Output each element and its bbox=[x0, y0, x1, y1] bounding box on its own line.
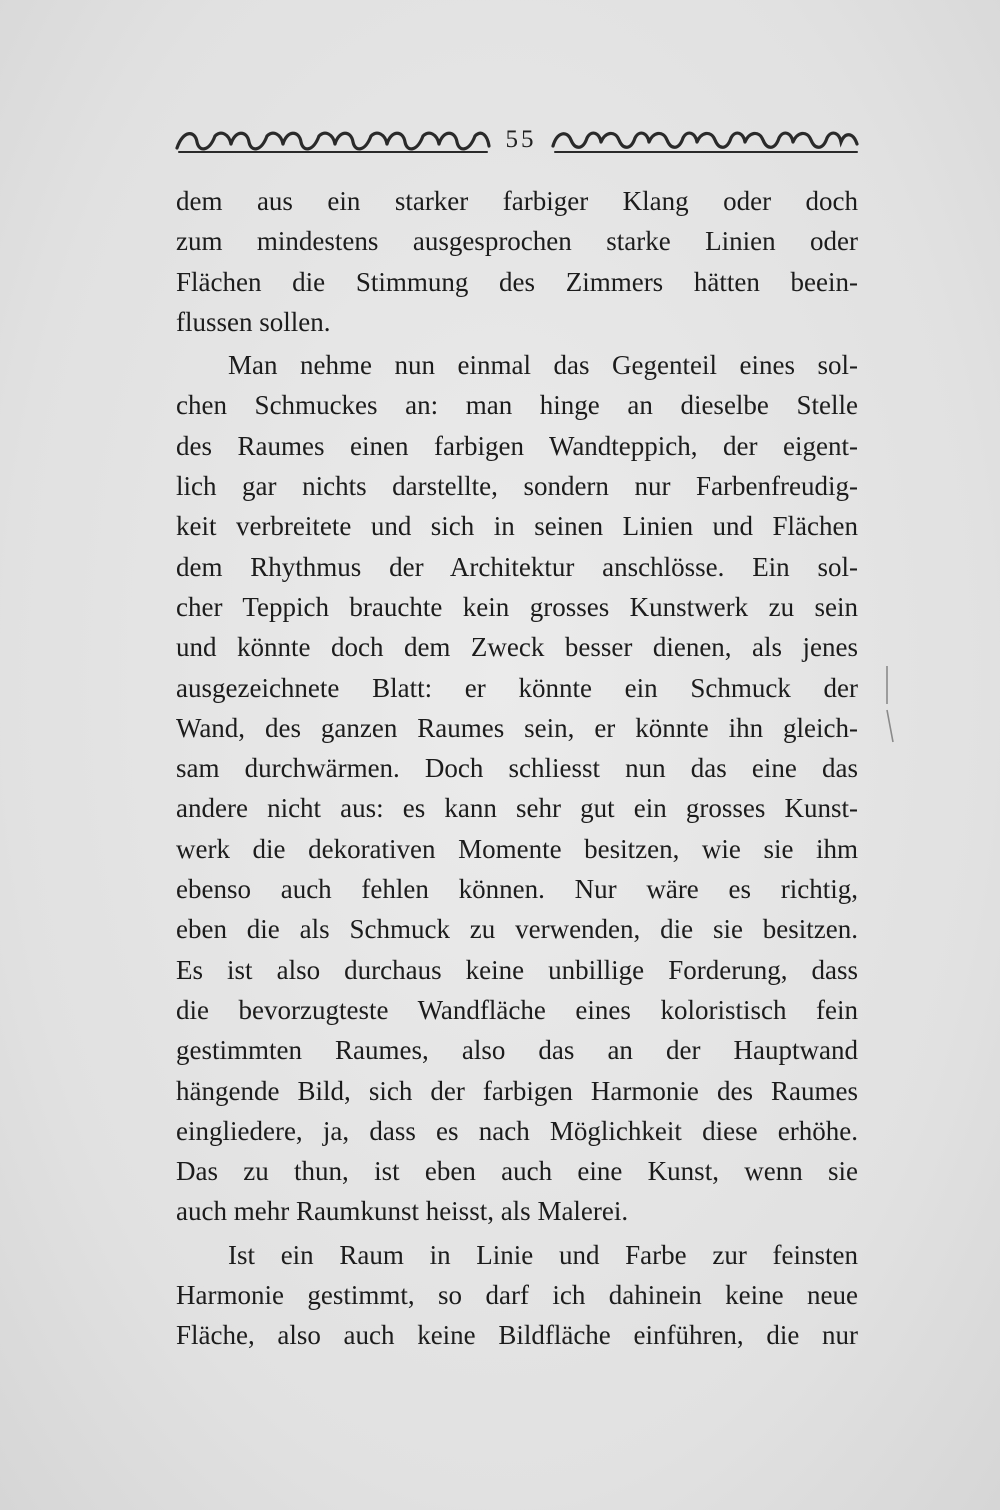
text-line: chen Schmuckes an: man hinge an dieselbe Stelle bbox=[176, 390, 858, 421]
text-line: dem aus ein starker farbiger Klang oder doch bbox=[176, 186, 858, 216]
text-line: ausgezeichnete Blatt: er könnte ein Schmuck der bbox=[176, 672, 858, 703]
text-line: Ist ein Raum in Linie und Farbe zur feinsten bbox=[228, 1239, 858, 1270]
text-line: zum mindestens ausgesprochen starke Linien oder bbox=[176, 226, 858, 257]
running-header bbox=[175, 122, 860, 162]
text-line: sam durchwärmen. Doch schliesst nun das eine das bbox=[176, 753, 858, 784]
paragraph-1 bbox=[176, 181, 858, 342]
paragraph-3 bbox=[176, 1235, 858, 1356]
text-line: Flächen die Stimmung des Zimmers hätten beein- bbox=[176, 266, 858, 297]
text-line: Es ist also durchaus keine unbillige Forderung, dass bbox=[176, 954, 858, 985]
margin-pencil-mark bbox=[880, 664, 900, 744]
text-line: des Raumes einen farbigen Wandteppich, der eigent- bbox=[176, 430, 858, 461]
text-line: werk die dekorativen Momente besitzen, wie sie ihm bbox=[176, 833, 858, 864]
text-line: Harmonie gestimmt, so darf ich dahinein keine neue bbox=[176, 1280, 858, 1311]
left-ornament-band bbox=[175, 128, 491, 154]
text-line: auch mehr Raumkunst heisst, als Malerei. bbox=[176, 1196, 629, 1227]
text-line: gestimmten Raumes, also das an der Hauptwand bbox=[176, 1035, 858, 1066]
body-text bbox=[176, 181, 858, 1356]
text-line: eben die als Schmuck zu verwenden, die sie besitzen. bbox=[176, 914, 858, 945]
text-line: Fläche, also auch keine Bildfläche einführen, die nur bbox=[176, 1320, 858, 1351]
text-line: andere nicht aus: es kann sehr gut ein grosses Kunst- bbox=[176, 793, 858, 824]
text-line: eingliedere, ja, dass es nach Möglichkeit diese erhöhe. bbox=[176, 1115, 858, 1146]
right-ornament-band bbox=[551, 128, 860, 154]
text-line: hängende Bild, sich der farbigen Harmonie des Raumes bbox=[176, 1075, 858, 1106]
text-line: Wand, des ganzen Raumes sein, er könnte ihn gleich- bbox=[176, 712, 858, 743]
text-line: Das zu thun, ist eben auch eine Kunst, wenn sie bbox=[176, 1156, 858, 1187]
text-line: Man nehme nun einmal das Gegenteil eines sol- bbox=[228, 350, 858, 381]
text-line: ebenso auch fehlen können. Nur wäre es richtig, bbox=[176, 874, 858, 905]
text-line: cher Teppich brauchte kein grosses Kunstwerk zu sein bbox=[176, 591, 858, 622]
text-line: lich gar nichts darstellte, sondern nur Farbenfreudig- bbox=[176, 471, 858, 502]
paragraph-2 bbox=[176, 345, 858, 1232]
text-line: und könnte doch dem Zweck besser dienen, als jenes bbox=[176, 632, 858, 663]
text-line: dem Rhythmus der Architektur anschlösse. Ein sol- bbox=[176, 551, 858, 582]
text-line: flussen sollen. bbox=[176, 306, 331, 337]
text-line: keit verbreitete und sich in seinen Linien und Flächen bbox=[176, 511, 858, 542]
text-line: die bevorzugteste Wandfläche eines koloristisch fein bbox=[176, 994, 858, 1025]
page-number: 55 bbox=[505, 126, 537, 153]
